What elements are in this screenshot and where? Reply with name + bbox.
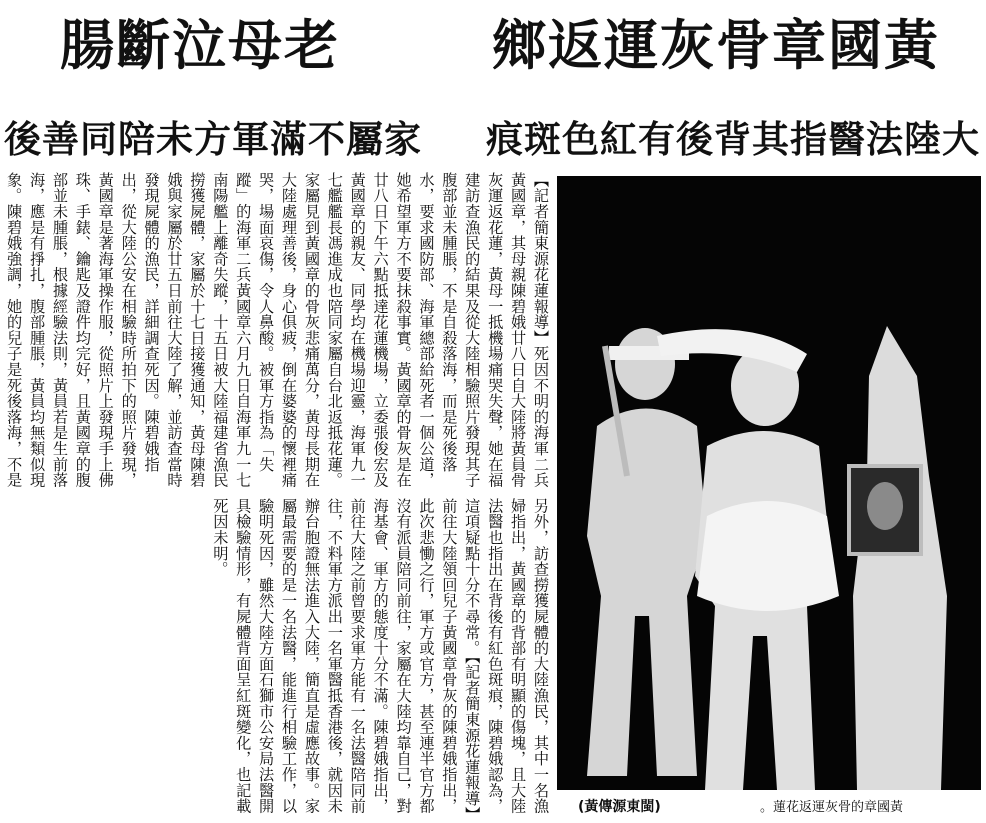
subheadline-part-1: 後善同陪未方軍滿不屬家	[4, 118, 422, 161]
headline	[60, 6, 940, 76]
article-body	[2, 172, 552, 820]
photo-urn-cloth	[697, 501, 839, 611]
article-bottom-columns: 另外，訪查撈獲屍體的大陸漁民，其中一名漁婦指出，黃國章的背部有明顯的傷塊，且大陸法醫也指出在背後有紅色斑痕，陳碧娥認為，這項疑點十分不尋常。【記者簡東源花蓮報導】前往大陸領回兒子黃國章骨灰的陳碧娥指出，此次悲慟之行，軍方或官方，甚至連半官方都沒有派員陪同前往，家屬在大陸均靠自己，對海基會、軍方的態度十分不滿。陳碧娥指出，前往大陸之前曾要求軍方能有一名法醫陪同前往，不料軍方派出一名軍醫抵香港後，就因未辦台胞證無法進入大陸，簡直是虛應故事。家屬最需要的是一名法醫，能進行相驗工作，以驗明死因，雖然大陸方面石獅市公安局法醫開具檢驗情形，有屍體背面呈紅斑變化，也記載死因未明。	[211, 498, 550, 815]
headline-part-2: 鄉返運灰骨章國黃	[492, 13, 940, 77]
news-photo	[557, 176, 981, 790]
news-photo-illustration	[557, 176, 981, 790]
photo-credit: (黃傳源東閩)	[578, 799, 661, 815]
subheadline-part-2: 痕斑色紅有後背其指醫法陸大	[486, 118, 980, 161]
photo-portrait-frame	[849, 466, 921, 554]
article-top-columns: 【記者簡東源花蓮報導】死因不明的海軍二兵黃國章，其母親陳碧娥廿八日自大陸將黃員骨灰運返花蓮，黃母一抵機場痛哭失聲，她在福建訪查漁民的結果及從大陸相驗照片發現其子腹部並未腫脹，不是自殺落海，而是死後落水，要求國防部、海軍總部給死者一個公道，她希望軍方不要抹殺事實。黃國章的骨灰是在廿八日下午六點抵達花蓮機場，立委張俊宏及黃國章的親友、同學均在機場迎靈，海軍九一七艦艦長馮進成也陪同家屬自台北返抵花蓮。家屬見到黃國章的骨灰悲痛萬分，黃母長期在大陸處理善後，身心俱疲，倒在婆婆的懷裡痛哭，場面哀傷，令人鼻酸。被軍方指為「失蹤」的海軍二兵黃國章六月九日自海軍九一七南陽艦上離奇失蹤，十五日被大陸福建省漁民撈獲屍體，家屬於十七日接獲通知，黃母陳碧娥與家屬於廿五日前往大陸了解，並訪查當時發現屍體的漁民，詳細調查死因。陳碧娥指出，從大陸公安在相驗時所拍下的照片發現，黃國章是著海軍操作服，從照片上發現手上佛珠、手錶、鑰匙及證件均完好，且黃國章的腹部並未腫脹，根據經驗法則，黃員若是生前落海，應是有掙扎，腹部腫脹，黃員均無類似現象。陳碧娥強調，她的兒子是死後落海，不是	[5, 172, 550, 488]
subheadline	[4, 108, 980, 164]
photo-caption: 。蓮花返運灰骨的章國黃	[760, 800, 904, 815]
headline-part-1: 腸斷泣母老	[60, 13, 340, 77]
